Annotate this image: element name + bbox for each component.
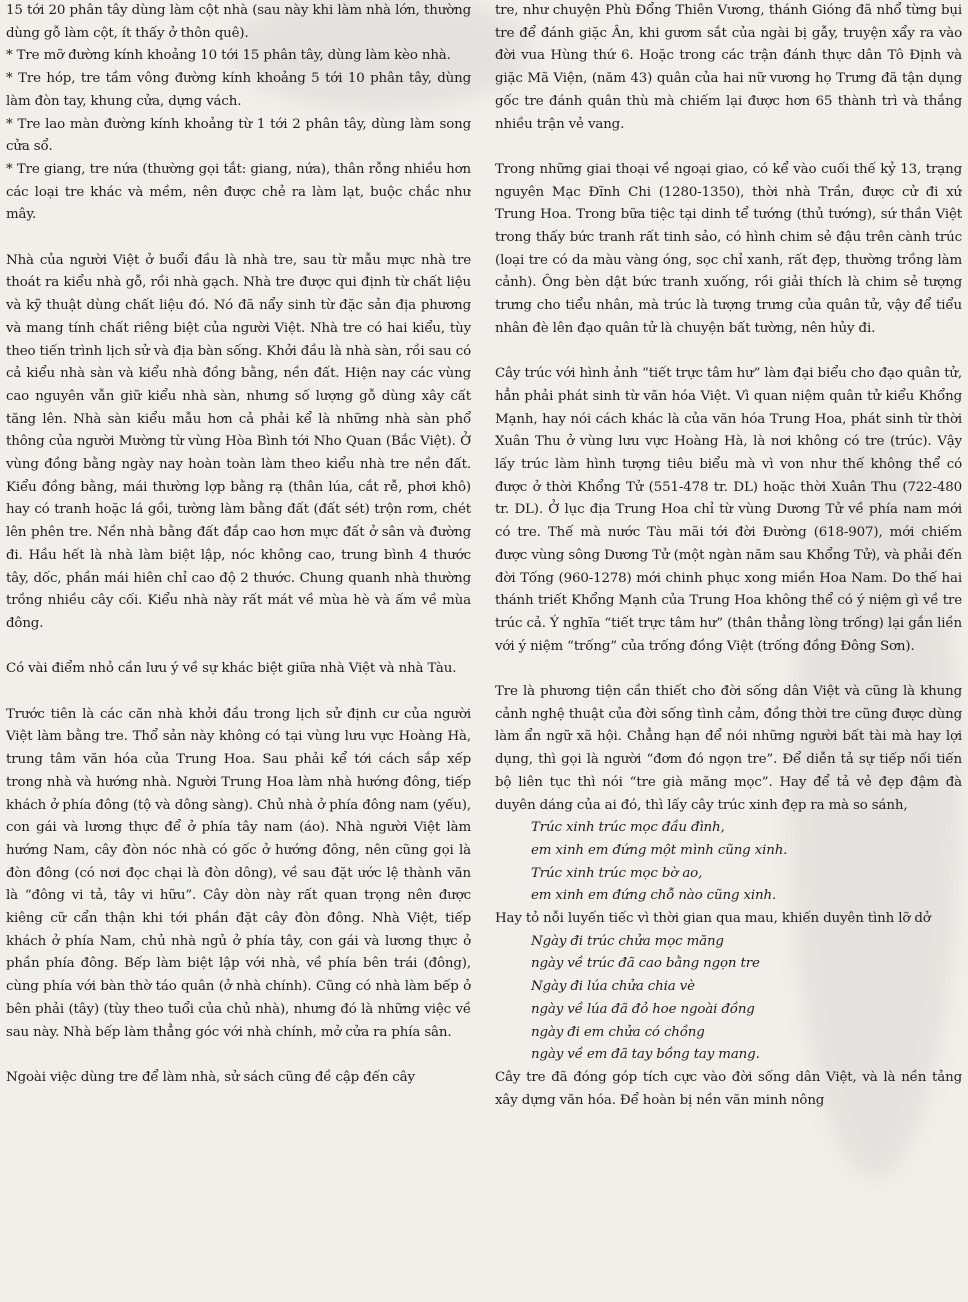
body-paragraph: Cây trúc với hình ảnh “tiết trực tâm hư” làm đại biểu cho đạo quân tử, hẳn phải phát sinh từ văn hóa Việt. Vì quan niệm quân tử kiểu Khổng Mạnh, hay nói cách khác là của văn hóa Trung Hoa, phát sinh từ thời Xuân Thu ở vùng lưu vực Hoàng Hà, là nơi không có tre (trúc). Vậy lấy trúc làm hình tượng tiêu biểu mà vì von như thế không thể có được ở thời Khổng Tử (551-478 tr. DL) hoặc thời Xuân Thu (722-480 tr. DL). Ở lục địa Trung Hoa chỉ từ vùng Dương Tử về phía nam mới có tre. Thế mà nước Tàu mãi tới đời Đường (618-907), mới chiếm được vùng sông Dương Tử (một ngàn năm sau Khổng Tử), và phải đến đời Tống (960-1278) mới chinh phục xong miền Hoa Nam. Do thế hai thánh triết Khổng Mạnh của Trung Hoa không thể có ý niệm gì về tre trúc cả. Ý nghĩa “tiết trực tâm hư” (thân thẳng lòng trống) lại gắn liền với ý niệm “trống” của trống đồng Việt (trống đồng Đông Sơn). — [495, 366, 962, 654]
paragraph-gap — [6, 636, 471, 659]
body-paragraph: Cây tre đã đóng góp tích cực vào đời sống dân Việt, và là nền tảng xây dựng văn hóa. Để hoàn bị nền văn minh nông — [495, 1070, 962, 1108]
paragraph-gap — [6, 227, 471, 250]
poem-verse-1 — [495, 817, 962, 908]
body-paragraph: tre, như chuyện Phù Đổng Thiên Vương, thánh Gióng đã nhổ từng bụi tre để đánh giặc Ân, khi gươm sắt của ngài bị gẫy, truyện xẩy ra vào đời vua Hùng thứ 6. Hoặc trong các trận đánh thực dân Tô Định và giặc Mã Viện, (năm 43) quân của hai nữ vương họ Trưng đã tận dụng gốc tre đánh quân thù mà chiếm lại được hơn 65 thành trì và thắng nhiều trận vẻ vang. — [495, 3, 962, 132]
poem-line: em xinh em đứng chỗ nào cũng xinh. — [531, 888, 777, 904]
poem-line: ngày về trúc đã cao bằng ngọn tre — [531, 956, 760, 972]
body-paragraph: Hay tỏ nỗi luyến tiếc vì thời gian qua mau, khiến duyên tình lỡ dở — [495, 911, 931, 927]
poem-line: Trúc xinh trúc mọc đầu đình, — [531, 820, 725, 836]
right-column — [495, 0, 962, 1302]
list-item: * Tre hóp, tre tầm vông đường kính khoảng 5 tới 10 phân tây, dùng làm đòn tay, khung cửa, dựng vách. — [6, 71, 471, 109]
paragraph-gap — [6, 681, 471, 704]
body-paragraph: 15 tới 20 phân tây dùng làm cột nhà (sau này khi làm nhà lớn, thường dùng gỗ làm cột, ít thấy ở thôn quê). — [6, 3, 471, 41]
body-paragraph: Nhà của người Việt ở buổi đầu là nhà tre, sau từ mẫu mực nhà tre thoát ra kiểu nhà gỗ, rồi nhà gạch. Nhà tre được qui định từ chất liệu và kỹ thuật dùng chất liệu đó. Nó đã nẩy sinh từ đặc sản địa phương và mang tính chất riêng biệt của người Việt. Nhà tre có hai kiểu, tùy theo tiến trình lịch sử và địa bàn sống. Khởi đầu là nhà sàn, rồi sau có cả kiểu nhà sàn và kiểu nhà đồng bằng, nền đất. Hiện nay các vùng cao nguyên vẫn giữ kiểu nhà sàn, nhưng số lượng gỗ dùng xây cất tăng lên. Nhà sàn kiểu mẫu hơn cả phải kể là những nhà sàn phổ thông của người Mường từ vùng Hòa Bình tới Nho Quan (Bắc Việt). Ở vùng đồng bằng ngày nay hoàn toàn làm theo kiểu nhà tre nền đất. Kiểu đồng bằng, mái thường lợp bằng rạ (thân lúa, cắt rễ, phơi khô) hay có tranh hoặc lá gồi, tường làm bằng đất (đất sét) trộn rơm, chét lên phên tre. Nền nhà bằng đất đắp cao hơn mực đất ở sân và đường đi. Hầu hết là nhà làm biệt lập, nóc không cao, trung bình 4 thước tây, dốc, phần mái hiên chỉ cao độ 2 thước. Chung quanh nhà thường trồng nhiều cây cối. Kiểu nhà này rất mát về mùa hè và ấm về mùa đông. — [6, 252, 471, 631]
poem-line: Ngày đi lúa chửa chia vè — [531, 979, 695, 995]
paragraph-gap — [6, 1044, 471, 1067]
poem-line: Ngày đi trúc chửa mọc măng — [531, 933, 724, 949]
paragraph-gap — [495, 136, 962, 159]
paragraph-gap — [495, 658, 962, 681]
poem-line: em xinh em đứng một mình cũng xinh. — [531, 842, 788, 858]
body-paragraph: Tre là phương tiện cần thiết cho đời sống dân Việt và cũng là khung cảnh nghệ thuật của đời sống tình cảm, đồng thời tre cũng được dùng làm ẩn ngữ xã hội. Chẳng hạn để nói những người bất tài mà hay lợi dụng, thì gọi là người “đơm đó ngọn tre”. Để diễn tả sự tiếp nối tiến bộ liên tục thì nói “tre già măng mọc”. Hay để tả vẻ đẹp đậm đà duyên dáng của ai đó, thì lấy cây trúc xinh đẹp ra mà so sánh, — [495, 684, 962, 813]
body-paragraph: Ngoài việc dùng tre để làm nhà, sử sách cũng đề cập đến cây — [6, 1069, 415, 1085]
poem-line: ngày về em đã tay bồng tay mang. — [531, 1047, 760, 1063]
poem-line: Trúc xinh trúc mọc bờ ao, — [531, 865, 703, 881]
body-paragraph: Trong những giai thoại về ngoại giao, có kể vào cuối thế kỷ 13, trạng nguyên Mạc Đĩnh Chi (1280-1350), thời nhà Trần, được cử đi xứ Trung Hoa. Trong bữa tiệc tại dinh tể tướng (thủ tướng), sứ thần Việt trong thấy bức tranh rất tinh sảo, có hình chim sẻ đậu trên cành trúc (loại tre có da màu vàng óng, sọc chỉ xanh, rất đẹp, thường trồng làm cảnh). Ông bèn dật bức tranh xuống, rồi giải thích là chim sẻ tượng trưng cho tiểu nhân, mà trúc là tượng trưng của quân tử, vậy để tiểu nhân đè lên đạo quân tử là chuyện bất tường, nên hủy đi. — [495, 161, 962, 336]
poem-line: ngày đi em chửa có chồng — [531, 1024, 705, 1040]
poem-verse-2 — [495, 931, 962, 1067]
body-paragraph: Có vài điểm nhỏ cần lưu ý về sự khác biệt giữa nhà Việt và nhà Tàu. — [6, 661, 457, 677]
poem-line: ngày về lúa đã đỏ hoe ngoài đồng — [531, 1001, 755, 1017]
body-paragraph: Trước tiên là các căn nhà khởi đầu trong lịch sử định cư của người Việt làm bằng tre. Thổ sản này không có tại vùng lưu vực Hoàng Hà, trung tâm văn hóa của Trung Hoa. Sau phải kể tới cách sắp xếp trong nhà và hướng nhà. Người Trung Hoa làm nhà hướng đông, tiếp khách ở phía đông (tộ và dông sàng). Chủ nhà ở phía đông nam (yếu), con gái và lương thực để ở phía tây nam (áo). Nhà người Việt làm hướng Nam, cây đòn nóc nhà có gốc ở hướng đông, nên cũng gọi là đòn đông (có nơi đọc chại là đòn dông), về sau đặt ước lệ thành văn là “đông vi tả, tây vi hữu”. Cây dòn này rất quan trọng nên được kiêng cữ cẩn thận khi tới phần đặt cây đòn đông. Nhà Việt, tiếp khách ở phía Nam, chủ nhà ngủ ở phía tây, con gái và lương thực ở phần phía đông. Bếp làm biệt lập với nhà, về phía bên trái (đông), cùng phía với bàn thờ táo quân (ở nhà chính). Cũng có nhà làm bếp ở bên phải (tây) (tùy theo tuổi của chủ nhà), nhưng đó là những việc về sau này. Nhà bếp làm thẳng góc với nhà chính, mở cửa ra phía sân. — [6, 706, 471, 1040]
paragraph-gap — [495, 341, 962, 364]
list-item: * Tre mỡ đường kính khoảng 10 tới 15 phân tây, dùng làm kèo nhà. — [6, 48, 451, 64]
list-item: * Tre lao màn đường kính khoảng từ 1 tới 2 phân tây, dùng làm song cửa sổ. — [6, 116, 471, 155]
left-column — [6, 0, 471, 1302]
list-item: * Tre giang, tre nứa (thường gọi tắt: giang, nứa), thân rỗng nhiều hơn các loại tre khác và mềm, nên được chẻ ra làm lạt, buộc chắc như mây. — [6, 161, 471, 223]
